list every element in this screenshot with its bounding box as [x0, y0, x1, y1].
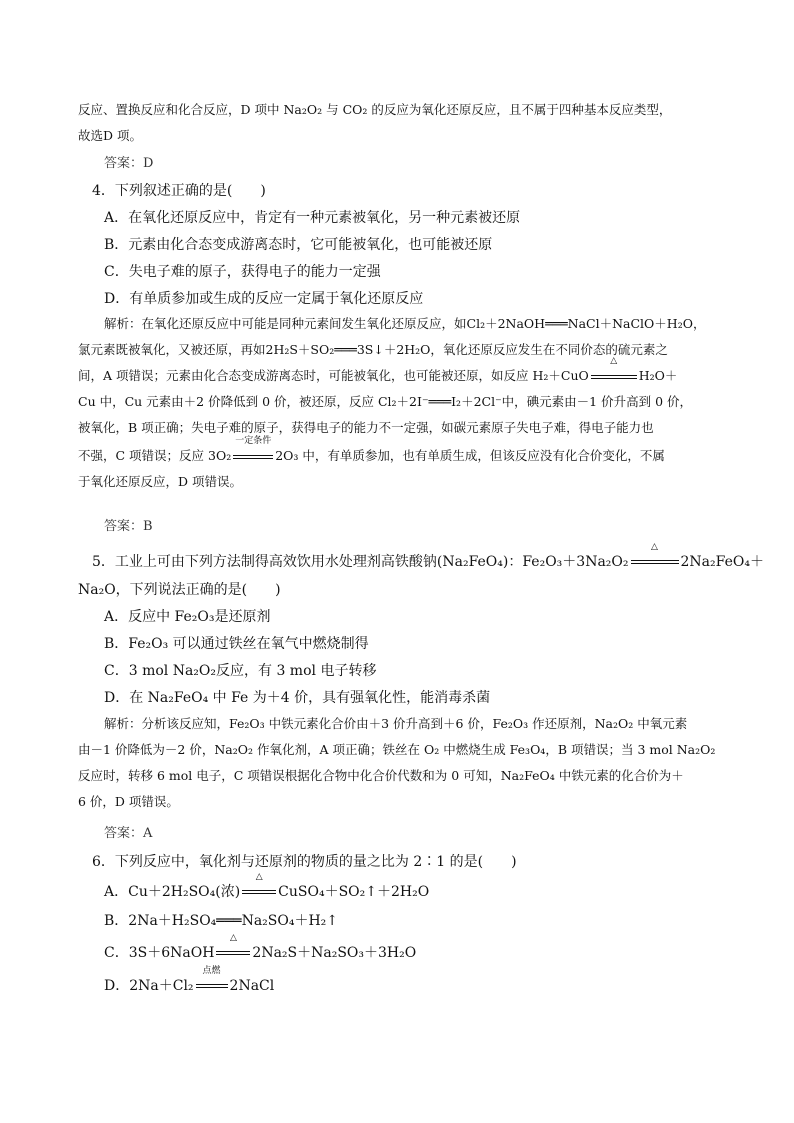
question-6-stem: 6．下列反应中，氧化剂与还原剂的物质的量之比为 2∶1 的是( ): [92, 854, 517, 870]
option-6d-lhs: D．2Na＋Cl₂: [104, 978, 194, 994]
option-5d: D．在 Na₂FeO₄ 中 Fe 为＋4 价，具有强氧化性，能消毒杀菌: [104, 690, 491, 706]
prev-explain-line1: 反应、置换反应和化合反应，D 项中 Na₂O₂ 与 CO₂ 的反应为氧化还原反应，且不属于四种基本反应类型，: [78, 102, 672, 117]
explain5-line2: 由－1 价降低为－2 价，Na₂O₂ 作氧化剂，A 项正确；铁丝在 O₂ 中燃烧生成 Fe₃O₄，B 项错误；当 3 mol Na₂O₂: [78, 742, 716, 757]
option-4b: B．元素由化合态变成游离态时，它可能被氧化，也可能被还原: [104, 237, 493, 253]
option-6c-lhs: C．3S＋6NaOH: [104, 945, 215, 961]
explain4-line6-a: 不强，C 项错误；反应 3O₂: [78, 448, 232, 463]
option-6c-rhs: 2Na₂S＋Na₂SO₃＋3H₂O: [252, 945, 417, 961]
explain4-line5: 被氧化，B 项正确；失电子难的原子，获得电子的能力不一定强，如碳元素原子失电子难，得电子能力也: [78, 420, 654, 435]
question-5-line1-a: 5．工业上可由下列方法制得高效饮用水处理剂高铁酸钠(Na₂FeO₄)：Fe₂O₃＋3Na₂O₂: [92, 554, 629, 570]
option-5c: C．3 mol Na₂O₂反应，有 3 mol 电子转移: [104, 663, 377, 679]
answer-4: 答案：B: [104, 519, 153, 534]
question-5-line1-b: 2Na₂FeO₄＋: [680, 554, 764, 570]
explain5-line3: 反应时，转移 6 mol 电子，C 项错误根据化合物中化合价代数和为 0 可知，Na₂FeO₄ 中铁元素的化合价为＋: [78, 768, 684, 783]
prev-explain-line2: 故选D 项。: [78, 128, 142, 143]
option-5a: A．反应中 Fe₂O₃是还原剂: [104, 609, 271, 625]
explain5-line1: 解析：分析该反应知，Fe₂O₃ 中铁元素化合价由＋3 价升高到＋6 价，Fe₂O₃ 作还原剂，Na₂O₂ 中氧元素: [104, 716, 688, 731]
condition-arrow: 一定条件: [233, 444, 273, 468]
option-6d-rhs: 2NaCl: [229, 978, 275, 994]
question-5-line1: [92, 542, 764, 574]
option-5b: B．Fe₂O₃ 可以通过铁丝在氧气中燃烧制得: [104, 636, 369, 652]
explain5-line4: 6 价，D 项错误。: [78, 794, 179, 809]
explain4-line3-a: 间，A 项错误；元素由化合态变成游离态时，可能被氧化，也可能被还原，如反应 H₂＋CuO: [78, 368, 589, 383]
explain4-line6: [78, 436, 665, 468]
explain4-line4: Cu 中，Cu 元素由＋2 价降低到 0 价，被还原，反应 Cl₂＋2I⁻═══I₂＋2Cl⁻中，碘元素由－1 价升高到 0 价，: [78, 394, 693, 409]
option-6b: B．2Na＋H₂SO₄═══Na₂SO₄＋H₂↑: [104, 913, 339, 929]
option-6a-rhs: CuSO₄＋SO₂↑＋2H₂O: [278, 884, 430, 900]
heat-condition-arrow: △: [631, 550, 679, 574]
question-4-stem: 4．下列叙述正确的是( ): [92, 183, 266, 199]
option-6a: [104, 872, 430, 904]
question-5-line2: Na₂O，下列说法正确的是( ): [78, 582, 281, 598]
option-6c: [104, 933, 417, 965]
heat-condition-arrow: △: [242, 880, 276, 904]
heat-condition-arrow: △: [216, 941, 250, 965]
answer-5: 答案：A: [104, 826, 153, 841]
option-4c: C．失电子难的原子，获得电子的能力一定强: [104, 264, 381, 280]
explain4-line6-b: 2O₃ 中，有单质参加，也有单质生成，但该反应没有化合价变化，不属: [275, 448, 665, 463]
explain4-line7: 于氧化还原反应，D 项错误。: [78, 474, 242, 489]
explain4-line2: 氯元素既被氧化，又被还原，再如2H₂S＋SO₂═══3S↓＋2H₂O，氧化还原反应发生在不同价态的硫元素之: [78, 342, 668, 357]
explain4-line3-b: H₂O＋: [638, 368, 678, 383]
explain4-line1: 解析：在氧化还原反应中可能是同种元素间发生氧化还原反应，如Cl₂＋2NaOH═══NaCl＋NaClO＋H₂O，: [104, 316, 706, 331]
option-4a: A．在氧化还原反应中，肯定有一种元素被氧化，另一种元素被还原: [104, 210, 521, 226]
heat-condition-arrow: △: [591, 364, 637, 388]
explain4-line3: [78, 356, 678, 388]
option-6d: [104, 966, 275, 998]
ignite-condition-arrow: 点燃: [196, 974, 228, 998]
option-6a-lhs: A．Cu＋2H₂SO₄(浓): [104, 884, 241, 900]
answer-3: 答案：D: [104, 156, 154, 171]
option-4d: D．有单质参加或生成的反应一定属于氧化还原反应: [104, 291, 424, 307]
